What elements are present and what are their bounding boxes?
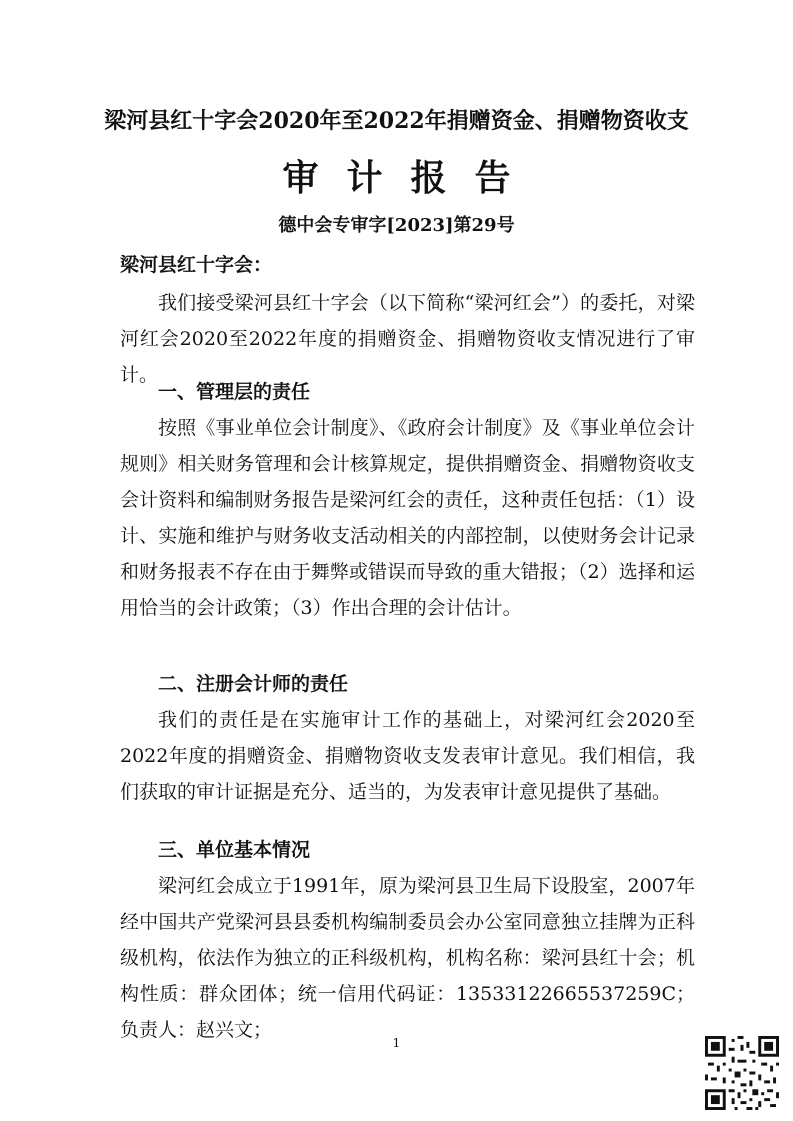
section-body-organization: 梁河红会成立于1991年，原为梁河县卫生局下设股室，2007年经中国共产党梁河县县委机构编制委员会办公室同意独立挂牌为正科级机构，依法作为独立的正科级机构，机构名称：梁河县红十会；机构性质：群众团体；统一信用代码证：13533122665537259C；负责人：赵兴文； <box>120 875 695 1041</box>
document-title-line: 梁河县红十字会2020年至2022年捐赠资金、捐赠物资收支 <box>104 108 689 134</box>
document-number: 德中会专审字[2023]第29号 <box>278 215 515 236</box>
section-heading-management: 一、管理层的责任 <box>158 381 311 403</box>
qr-code-icon <box>705 1036 779 1110</box>
intro-paragraph: 我们接受梁河县红十字会（以下简称“梁河红会”）的委托，对梁河红会2020至2022年度的捐赠资金、捐赠物资收支情况进行了审计。 <box>120 292 695 386</box>
section-body-management: 按照《事业单位会计制度》、《政府会计制度》及《事业单位会计规则》相关财务管理和会计核算规定，提供捐赠资金、捐赠物资收支会计资料和编制财务报告是梁河红会的责任，这种责任包括：（1）设计、实施和维护与财务收支活动相关的内部控制，以使财务会计记录和财务报表不存在由于舞弊或错误而导致的重大错报；（2）选择和运用恰当的会计政策；（3）作出合理的会计估计。 <box>120 417 695 619</box>
page-number: 1 <box>392 1036 401 1050</box>
section-heading-auditor: 二、注册会计师的责任 <box>158 673 349 695</box>
report-title: 审计报告 <box>282 157 539 199</box>
section-heading-organization: 三、单位基本情况 <box>158 839 311 861</box>
addressee: 梁河县红十字会： <box>120 254 273 276</box>
section-body-auditor: 我们的责任是在实施审计工作的基础上，对梁河红会2020至2022年度的捐赠资金、捐赠物资收支发表审计意见。我们相信，我们获取的审计证据是充分、适当的，为发表审计意见提供了基础。 <box>120 709 695 803</box>
